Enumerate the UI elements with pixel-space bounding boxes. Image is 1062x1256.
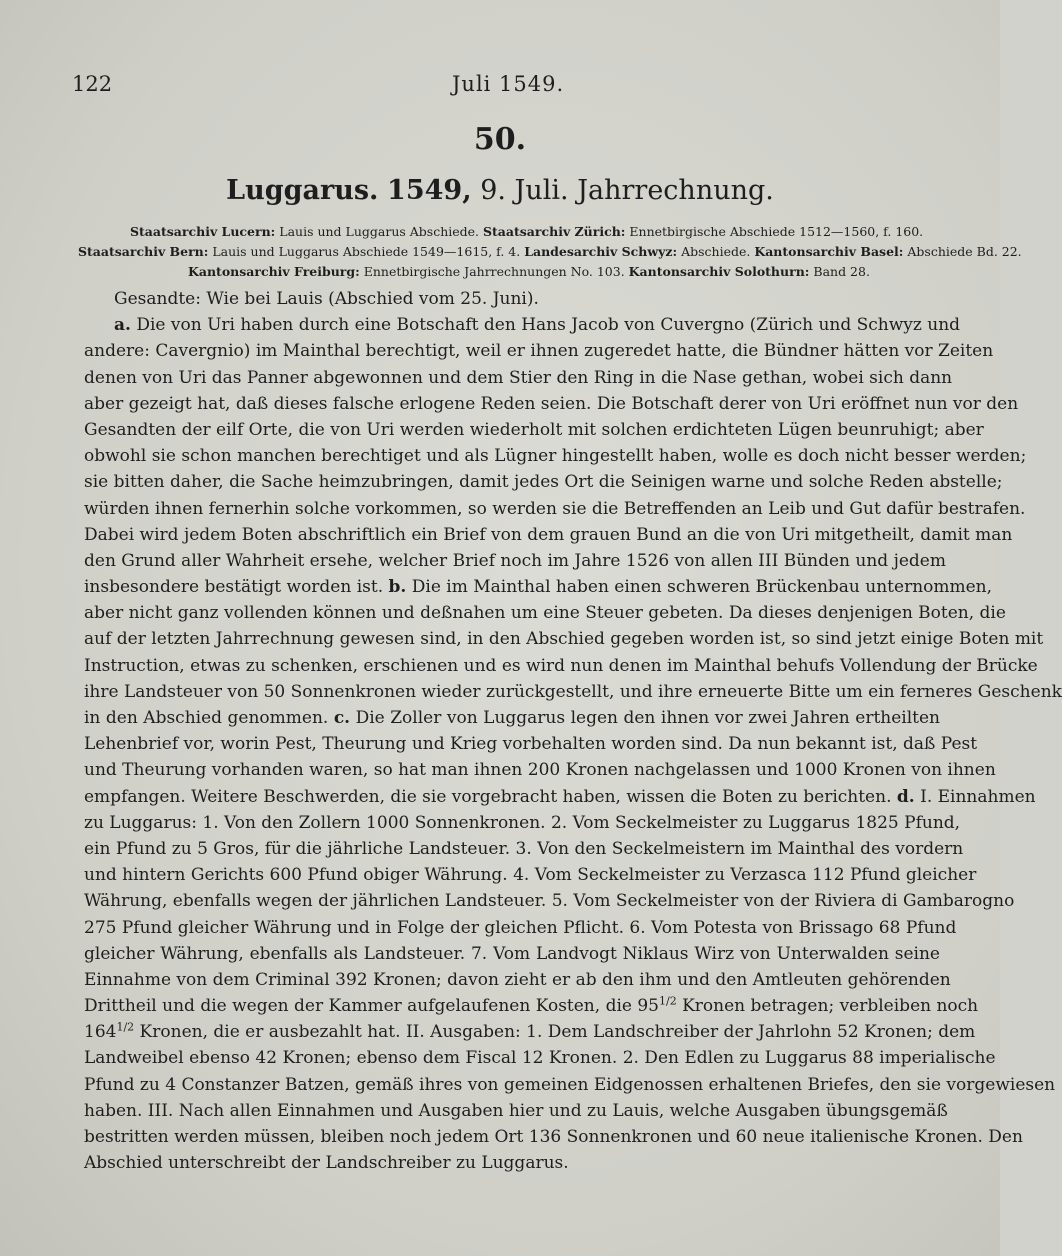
- text-line: Landweibel ebenso 42 Kronen; ebenso dem Fiscal 12 Kronen. 2. Den Edlen zu Luggarus 88 imperialische: [84, 1048, 996, 1069]
- archive-name: Staatsarchiv Bern:: [78, 244, 209, 259]
- text-line: ihre Landsteuer von 50 Sonnenkronen wieder zurückgestellt, und ihre erneuerte Bitte um ein ferneres Geschenk: [84, 681, 1062, 702]
- section-marker: b.: [388, 577, 407, 598]
- title-place: Luggarus.: [226, 175, 379, 206]
- text-line: und Theurung vorhanden waren, so hat man ihnen 200 Kronen nachgelassen und 1000 Kronen von ihnen: [84, 760, 996, 781]
- archive-reference: Band 28.: [809, 264, 870, 279]
- text-line: Gesandten der eilf Orte, die von Uri werden wiederholt mit solchen erdichteten Lügen beunruhigt; aber: [84, 419, 984, 440]
- archive-name: Landesarchiv Schwyz:: [524, 244, 678, 259]
- text-line: $164^{1/2}$ Kronen, die er ausbezahlt hat. II. Ausgaben: 1. Dem Landschreiber der Jahrlohn 52 Kronen; dem: [84, 1020, 976, 1043]
- text-line: 275 Pfund gleicher Währung und in Folge der gleichen Pflicht. 6. Vom Potesta von Brissago 68 Pfund: [84, 917, 957, 938]
- document-number: 50.: [473, 122, 527, 157]
- text-line: zu Luggarus: 1. Von den Zollern 1000 Sonnenkronen. 2. Vom Seckelmeister zu Luggarus 1825 Pfund,: [84, 812, 961, 833]
- section-marker: d.: [896, 786, 915, 807]
- source-line: [78, 262, 938, 282]
- archive-reference: Ennetbirgische Abschiede 1512—1560, f. 160.: [625, 224, 924, 239]
- archive-name: Kantonsarchiv Freiburg:: [188, 264, 360, 279]
- text-line: a. Die von Uri haben durch eine Botschaft den Hans Jacob von Cuvergno (Zürich und Schwyz und: [114, 315, 961, 336]
- archive-reference: Abschiede.: [677, 244, 755, 259]
- archive-name: Staatsarchiv Zürich:: [483, 224, 626, 239]
- archive-name: Staatsarchiv Lucern:: [130, 224, 276, 239]
- section-marker: a.: [114, 315, 131, 336]
- document-title: [0, 175, 1000, 206]
- text-line: ein Pfund zu 5 Gros, für die jährliche Landsteuer. 3. Von den Seckelmeistern im Mainthal des vordern: [84, 838, 964, 859]
- text-line: in den Abschied genommen. c. Die Zoller von Luggarus legen den ihnen vor zwei Jahren ertheilten: [84, 708, 941, 728]
- archive-reference: Lauis und Luggarus Abschiede 1549—1615, f. 4.: [208, 244, 525, 259]
- text-line: den Grund aller Wahrheit ersehe, welcher Brief noch im Jahre 1526 von allen III Bünden und jedem: [84, 550, 946, 571]
- text-line: Pfund zu 4 Constanzer Batzen, gemäß ihres von gemeinen Eidgenossen erhaltenen Briefes, den sie vorgewiesen: [84, 1074, 1056, 1095]
- text-line: haben. III. Nach allen Einnahmen und Ausgaben hier und zu Lauis, welche Ausgaben übungsgemäß: [84, 1100, 948, 1121]
- title-year: 1549,: [387, 175, 472, 206]
- text-line: Instruction, etwas zu schenken, erschienen und es wird nun denen im Mainthal behufs Vollendung der Brücke: [84, 655, 1038, 676]
- text-line: Lehenbrief vor, worin Pest, Theurung und Krieg vorbehalten worden sind. Da nun bekannt ist, daß Pest: [84, 734, 978, 755]
- text-line: Dabei wird jedem Boten abschriftlich ein Brief von dem grauen Bund an die von Uri mitgetheilt, damit man: [84, 524, 1013, 545]
- archive-reference: Ennetbirgische Jahrrechnungen No. 103.: [359, 264, 629, 279]
- section-marker: c.: [333, 708, 351, 728]
- archive-name: Kantonsarchiv Basel:: [754, 244, 904, 259]
- title-type: Jahrrechnung.: [577, 175, 774, 206]
- archive-name: Kantonsarchiv Solothurn:: [628, 264, 810, 279]
- running-head: Juli 1549.: [452, 72, 565, 96]
- text-line: Drittheil und die wegen der Kammer aufgelaufenen Kosten, die $95^{1/2}$ Kronen betragen; verbleiben noch: [84, 994, 979, 1017]
- text-line: denen von Uri das Panner abgewonnen und dem Stier den Ring in die Nase gethan, wobei sich dann: [84, 367, 953, 388]
- text-line: empfangen. Weitere Beschwerden, die sie vorgebracht haben, wissen die Boten zu berichten. d. I. Einnahmen: [84, 786, 1036, 807]
- text-line: auf der letzten Jahrrechnung gewesen sind, in den Abschied gegeben worden ist, so sind jetzt einige Boten mit: [84, 629, 1044, 650]
- archive-sources: [78, 222, 1022, 282]
- text-line: Abschied unterschreibt der Landschreiber zu Luggarus.: [84, 1153, 569, 1174]
- body-text: [84, 286, 1062, 1176]
- text-line: insbesondere bestätigt worden ist. b. Die im Mainthal haben einen schweren Brückenbau unternommen,: [84, 577, 993, 598]
- page-number: 122: [72, 72, 113, 96]
- text-line: gleicher Währung, ebenfalls als Landsteuer. 7. Vom Landvogt Niklaus Wirz von Unterwalden seine: [84, 943, 940, 964]
- text-line: und hintern Gerichts 600 Pfund obiger Währung. 4. Vom Seckelmeister zu Verzasca 112 Pfund gleicher: [84, 865, 977, 886]
- archive-reference: Abschiede Bd. 22.: [903, 244, 1022, 259]
- text-line: obwohl sie schon manchen berechtiget und als Lügner hingestellt haben, wolle es doch nicht besser werden;: [84, 446, 1027, 467]
- title-date: 9. Juli.: [480, 175, 569, 206]
- text-line: sie bitten daher, die Sache heimzubringen, damit jedes Ort die Seinigen warne und solche Reden abstelle;: [84, 472, 1003, 493]
- fraction: 1/2: [658, 994, 677, 1008]
- text-line: würden ihnen fernerhin solche vorkommen, so werden sie die Betreffenden an Leib und Gut dafür bestrafen.: [84, 498, 1026, 519]
- text-line: Währung, ebenfalls wegen der jährlichen Landsteuer. 5. Vom Seckelmeister von der Riviera di Gambarogno: [84, 891, 1015, 912]
- text-line: aber gezeigt hat, daß dieses falsche erlogene Reden seien. Die Botschaft derer von Uri eröffnet nun vor den: [84, 393, 1019, 414]
- text-line: andere: Cavergnio) im Mainthal berechtigt, weil er ihnen zugeredet hatte, die Bündner hätten vor Zeiten: [84, 341, 994, 362]
- archive-reference: Lauis und Luggarus Abschiede.: [275, 224, 483, 239]
- text-line: bestritten werden müssen, bleiben noch jedem Ort 136 Sonnenkronen und 60 neue italienische Kronen. Den: [84, 1127, 1023, 1147]
- text-line: Einnahme von dem Criminal 392 Kronen; davon zieht er ab den ihm und den Amtleuten gehörenden: [84, 969, 951, 990]
- text-line: aber nicht ganz vollenden können und deßnahen um eine Steuer gebeten. Da dieses denjenigen Boten, die: [84, 603, 1006, 624]
- source-line: [78, 222, 938, 242]
- source-line: [78, 242, 1022, 262]
- fraction: 1/2: [116, 1020, 135, 1034]
- text-line: Gesandte: Wie bei Lauis (Abschied vom 25. Juni).: [114, 289, 539, 309]
